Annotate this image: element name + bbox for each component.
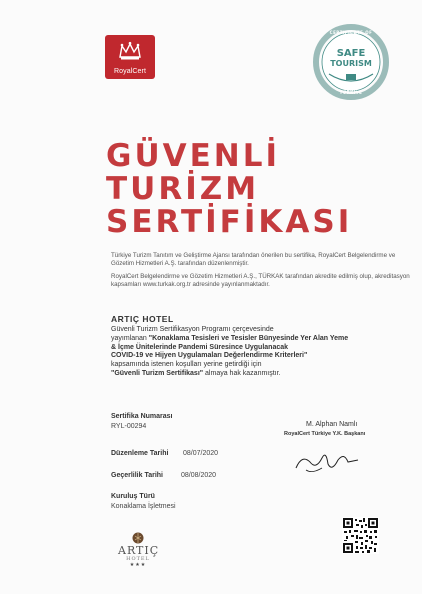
body-line-6-bold: "Güvenli Turizm Sertifikası" — [111, 369, 204, 377]
intro-paragraph-1: Türkiye Turizm Tanıtım ve Geliştirme Ajansı tarafından önerilen bu sertifika, RoyalCert Belgelendirme ve Gözetim Hizmetleri A.Ş. tarafından düzenlenmiştir. — [111, 252, 396, 267]
artic-logo-name: ARTIÇ — [118, 544, 160, 557]
issue-date-label: Düzenleme Tarihi — [111, 450, 169, 457]
issue-date-value: 08/07/2020 — [183, 450, 219, 457]
body-line-2 — [111, 335, 401, 344]
seal-arc-text: CERTIFICATE OF — [329, 30, 373, 35]
crown-icon — [118, 41, 142, 61]
body-line-1: Güvenli Turizm Sertifikasyon Programı çerçevesinde — [111, 326, 274, 333]
cert-number-value: RYL-00294 — [111, 423, 147, 430]
body-line-2-bold: "Konaklama Tesisleri ve Tesisler Bünyesinde Yer Alan Yeme — [148, 334, 349, 342]
artic-logo-sub: HOTEL — [126, 556, 150, 562]
certificate-body — [111, 326, 401, 379]
signer-name: M. Alphan Namlı — [306, 421, 358, 428]
valid-date-label: Geçerlilik Tarihi — [111, 472, 164, 479]
org-type-value: Konaklama İşletmesi — [111, 503, 176, 510]
artic-hotel-logo — [118, 531, 158, 576]
signer-title: RoyalCert Türkiye Y.K. Başkanı — [284, 431, 366, 437]
intro-paragraph-2: RoyalCert Belgelendirme ve Gözetim Hizmetleri A.Ş., TÜRKAK tarafından akredite edilmiş olup, akreditasyon kapsamları www.turkak.org.tr adresinde yayınlanmaktadır. — [111, 273, 410, 288]
page-title — [106, 140, 352, 239]
safe-tourism-seal — [313, 24, 389, 100]
signature-image — [292, 448, 362, 476]
org-type-label: Kuruluş Türü — [111, 493, 155, 500]
artic-logo-stars: ★★★ — [129, 562, 147, 568]
royalcert-logo — [105, 35, 155, 79]
seal-bottom-text: TÜRKİYE — [339, 90, 363, 95]
seal-safe-text: SAFE — [336, 48, 366, 59]
body-line-5: kapsamında istenen koşulları yerine getirdiği için — [111, 361, 262, 369]
seal-tourism-text: TOURISM — [330, 59, 372, 68]
hotel-name: ARTIÇ HOTEL — [111, 314, 174, 324]
valid-date-value: 08/08/2020 — [181, 472, 217, 479]
body-line-2-prefix: yayımlanan — [111, 334, 149, 342]
body-line-3: & İçme Ünitelerinde Pandemi Süresince Uygulanacak — [111, 343, 289, 351]
body-line-6 — [111, 370, 401, 379]
title-line-3: SERTİFİKASI — [106, 204, 353, 240]
body-line-6-rest: almaya hak kazanmıştır. — [203, 369, 281, 377]
cert-number-label: Sertifika Numarası — [111, 413, 173, 420]
hotel-emblem-icon — [132, 531, 144, 545]
title-line-1: GÜVENLİ — [106, 138, 281, 174]
royalcert-logo-text: RoyalCert — [113, 68, 147, 75]
body-line-4: COVID-19 ve Hijyen Uygulamaları Değerlendirme Kriterleri" — [111, 352, 308, 360]
qr-code-icon — [342, 517, 379, 554]
title-line-2: TURİZM — [106, 171, 260, 207]
